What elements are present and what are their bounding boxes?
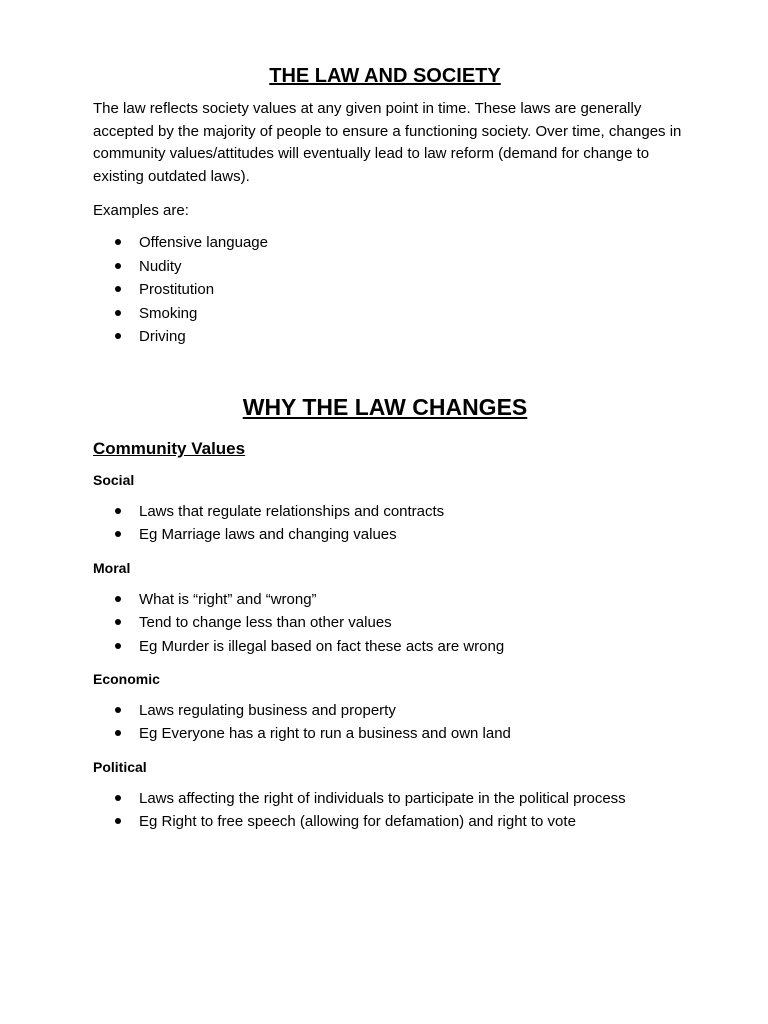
list-item xyxy=(93,722,683,745)
list-item xyxy=(93,278,683,301)
bullet-icon xyxy=(115,531,121,537)
examples-list xyxy=(93,231,683,348)
list-item xyxy=(93,500,683,523)
list-item xyxy=(93,635,683,658)
list-item xyxy=(93,699,683,722)
subheading-community-values: Community Values xyxy=(93,439,246,458)
list-item-text: Nudity xyxy=(139,257,182,275)
political-list xyxy=(93,787,683,834)
list-item xyxy=(93,325,683,348)
list-item xyxy=(93,231,683,254)
bullet-icon xyxy=(115,730,121,736)
moral-list xyxy=(93,588,683,658)
bullet-icon xyxy=(115,286,121,292)
category-economic: Economic xyxy=(93,671,160,688)
section-title-law-and-society: THE LAW AND SOCIETY xyxy=(269,65,501,87)
list-item-text: Eg Murder is illegal based on fact these acts are wrong xyxy=(139,637,505,655)
bullet-icon xyxy=(115,707,121,713)
list-item xyxy=(93,810,683,833)
list-item-text: Eg Right to free speech (allowing for defamation) and right to vote xyxy=(139,813,576,831)
social-list xyxy=(93,500,683,547)
list-item-text: Offensive language xyxy=(139,234,268,252)
bullet-icon xyxy=(115,596,121,602)
list-item xyxy=(93,611,683,634)
list-item-text: Laws regulating business and property xyxy=(139,702,396,720)
economic-list xyxy=(93,699,683,746)
list-item-text: Driving xyxy=(139,328,186,345)
list-item xyxy=(93,302,683,325)
examples-label: Examples are: xyxy=(93,202,189,220)
list-item-text: Eg Everyone has a right to run a business and own land xyxy=(139,725,511,743)
intro-paragraph: The law reflects society values at any given point in time. These laws are generally accepted by the majority of people to ensure a functioning society. Over time, changes in community values/attitudes will eventually lead to law reform (demand for change to existing outdated laws). xyxy=(93,100,682,185)
list-item xyxy=(93,787,683,810)
bullet-icon xyxy=(115,508,121,514)
bullet-icon xyxy=(115,263,121,269)
list-item-text: What is “right” and “wrong” xyxy=(139,590,317,608)
list-item-text: Laws that regulate relationships and contracts xyxy=(139,503,445,520)
list-item xyxy=(93,255,683,278)
bullet-icon xyxy=(115,818,121,824)
list-item-text: Laws affecting the right of individuals to participate in the political process xyxy=(139,789,626,807)
list-item xyxy=(93,588,683,611)
category-political: Political xyxy=(93,758,147,775)
list-item-text: Prostitution xyxy=(139,281,215,299)
bullet-icon xyxy=(115,310,121,316)
list-item-text: Eg Marriage laws and changing values xyxy=(139,526,397,544)
bullet-icon xyxy=(115,643,121,649)
category-social: Social xyxy=(93,472,135,488)
bullet-icon xyxy=(115,619,121,625)
bullet-icon xyxy=(115,333,121,339)
list-item-text: Smoking xyxy=(139,304,198,322)
document-page xyxy=(93,60,683,834)
category-moral: Moral xyxy=(93,559,131,576)
list-item xyxy=(93,523,683,546)
bullet-icon xyxy=(115,795,121,801)
bullet-icon xyxy=(115,239,121,245)
section-title-why-the-law-changes: WHY THE LAW CHANGES xyxy=(242,394,528,421)
list-item-text: Tend to change less than other values xyxy=(139,614,392,632)
